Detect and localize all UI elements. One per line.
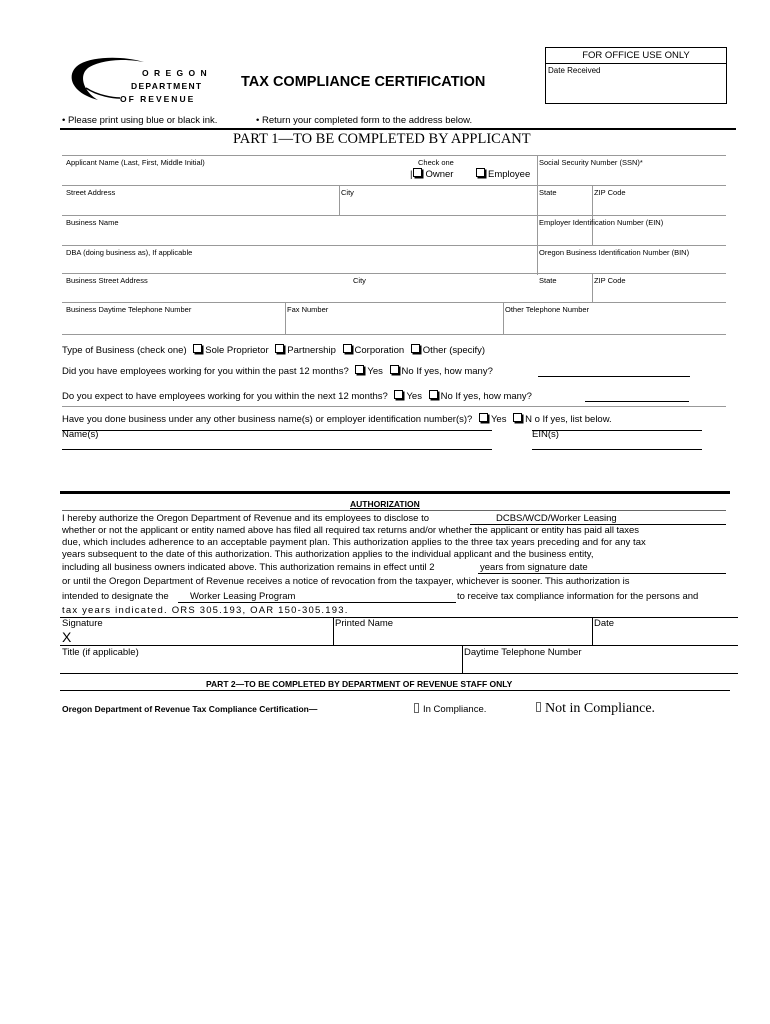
other-checkbox[interactable] xyxy=(411,344,420,353)
part1-heading: PART 1—TO BE COMPLETED BY APPLICANT xyxy=(233,131,531,147)
printed-name-label: Printed Name xyxy=(335,618,394,629)
dba-label: DBA (doing business as), If applicable xyxy=(66,248,193,257)
disclose-to-value: DCBS/WCD/Worker Leasing xyxy=(496,513,617,524)
other-names-no-label: N o If yes, list below. xyxy=(525,414,612,425)
daytime-phone-label: Daytime Telephone Number xyxy=(464,647,582,658)
next-yes-checkbox[interactable] xyxy=(394,390,403,399)
applicant-name-label: Applicant Name (Last, First, Middle Initial) xyxy=(66,158,205,167)
employee-label: Employee xyxy=(488,169,531,180)
logo-line3: OF REVENUE xyxy=(120,94,196,104)
ein-label: Employer Identification Number (EIN) xyxy=(539,218,664,227)
next-yes-label: Yes xyxy=(406,391,422,402)
divider xyxy=(60,128,736,130)
in-compliance-box-icon[interactable] xyxy=(414,703,419,713)
other-names-no-checkbox[interactable] xyxy=(513,413,522,422)
auth-line-6: or until the Oregon Department of Revenue receives a notice of revocation from the taxpayer, whichever is sooner. This authorization is xyxy=(62,576,630,587)
past-employees-row xyxy=(62,365,493,377)
logo-line2: DEPARTMENT xyxy=(131,81,203,91)
other-phone-label: Other Telephone Number xyxy=(505,305,590,314)
past-employees-question: Did you have employees working for you within the past 12 months? xyxy=(62,366,349,377)
divider xyxy=(60,491,730,494)
bin-label: Oregon Business Identification Number (BIN) xyxy=(539,248,690,257)
next-employees-question: Do you expect to have employees working for you within the next 12 months? xyxy=(62,391,388,402)
next-count-field[interactable] xyxy=(585,401,689,402)
date-label: Date xyxy=(594,618,615,629)
divider xyxy=(592,617,593,645)
other-label: Other (specify) xyxy=(422,345,486,356)
grid-line xyxy=(62,215,726,216)
next-no-checkbox[interactable] xyxy=(429,390,438,399)
not-in-compliance-box-icon[interactable] xyxy=(536,702,541,712)
ein-column-label: EIN(s) xyxy=(532,429,559,440)
owner-box[interactable] xyxy=(413,168,422,177)
oregon-dor-logo xyxy=(64,54,214,106)
business-name-label: Business Name xyxy=(66,218,119,227)
grid-line xyxy=(62,334,726,335)
business-phone-label: Business Daytime Telephone Number xyxy=(66,305,192,314)
street-label: Street Address xyxy=(66,188,116,197)
auth-line-5 xyxy=(62,562,434,573)
grid-line xyxy=(503,302,504,334)
corporation-label: Corporation xyxy=(354,345,405,356)
duration-value: years from signature date xyxy=(480,562,588,573)
other-names-yes-checkbox[interactable] xyxy=(479,413,488,422)
auth-line-7 xyxy=(62,591,169,602)
business-street-label: Business Street Address xyxy=(66,276,148,285)
grid-line xyxy=(592,273,593,302)
state-label: State xyxy=(539,188,557,197)
grid-line xyxy=(62,406,726,407)
form-title: TAX COMPLIANCE CERTIFICATION xyxy=(241,74,486,90)
city-label: City xyxy=(341,188,354,197)
logo-line1: O R E G O N xyxy=(142,68,209,78)
employee-checkbox[interactable] xyxy=(472,168,530,180)
instruction-return: • Return your completed form to the address below. xyxy=(256,115,473,126)
designee-field[interactable] xyxy=(178,591,456,603)
in-compliance-label: In Compliance. xyxy=(423,704,487,715)
divider xyxy=(462,645,463,673)
other-names-row xyxy=(62,413,612,425)
signature-label: Signature xyxy=(62,618,103,629)
owner-checkbox[interactable]: | Owner xyxy=(410,169,454,180)
authorization-heading: AUTHORIZATION xyxy=(350,499,420,509)
auth-text-5a: including all business owners indicated above. This authorization remains in effect until 2 xyxy=(62,562,435,573)
disclose-to-field[interactable] xyxy=(470,513,726,525)
business-state-label: State xyxy=(539,276,557,285)
next-employees-row xyxy=(62,390,532,402)
auth-line-4: years subsequent to the date of this authorization. This authorization applies to the individual applicant and the business entity, xyxy=(62,549,594,560)
ssn-label: Social Security Number (SSN)* xyxy=(539,158,643,167)
divider xyxy=(60,645,738,646)
employee-box[interactable] xyxy=(476,168,485,177)
partnership-checkbox[interactable] xyxy=(275,344,284,353)
divider xyxy=(62,510,726,511)
grid-line xyxy=(62,273,726,274)
auth-text-7a: intended to designate the xyxy=(62,591,169,602)
office-use-heading: FOR OFFICE USE ONLY xyxy=(546,48,726,64)
names-line-1[interactable] xyxy=(62,430,492,431)
signature-field[interactable] xyxy=(78,630,332,644)
sole-proprietor-checkbox[interactable] xyxy=(193,344,202,353)
past-no-label: No If yes, how many? xyxy=(401,366,493,377)
date-received-label: Date Received xyxy=(548,66,601,75)
past-no-checkbox[interactable] xyxy=(390,365,399,374)
past-yes-label: Yes xyxy=(367,366,383,377)
zip-label: ZIP Code xyxy=(594,188,626,197)
business-zip-label: ZIP Code xyxy=(594,276,626,285)
duration-field[interactable] xyxy=(478,562,726,574)
business-city-label: City xyxy=(353,276,366,285)
next-no-label: No If yes, how many? xyxy=(440,391,532,402)
divider xyxy=(60,690,730,691)
business-type-row xyxy=(62,344,485,356)
grid-line xyxy=(285,302,286,334)
names-line-2[interactable] xyxy=(62,449,492,450)
fax-label: Fax Number xyxy=(287,305,329,314)
part2-cert-label: Oregon Department of Revenue Tax Compliance Certification— xyxy=(62,704,318,714)
signature-x: X xyxy=(62,629,72,645)
grid-line xyxy=(62,302,726,303)
grid-line xyxy=(62,185,726,186)
ein-line-2[interactable] xyxy=(532,449,702,450)
divider xyxy=(333,617,334,645)
check-one-label: Check one xyxy=(418,158,454,167)
not-in-compliance-option[interactable] xyxy=(536,699,655,717)
other-names-yes-label: Yes xyxy=(490,414,507,425)
auth-text-1a: I hereby authorize the Oregon Department of Revenue and its employees to disclose to xyxy=(62,513,430,524)
part2-heading: PART 2—TO BE COMPLETED BY DEPARTMENT OF REVENUE STAFF ONLY xyxy=(206,679,513,689)
in-compliance-option[interactable] xyxy=(414,703,486,715)
partnership-label: Partnership xyxy=(287,345,336,356)
business-type-label: Type of Business (check one) xyxy=(62,345,187,356)
auth-line-2: whether or not the applicant or entity named above has filed all required tax returns and/or whether the applicant or entity has paid all taxes xyxy=(62,525,639,536)
office-use-box xyxy=(545,47,727,104)
grid-line xyxy=(592,185,593,215)
designee-value: Worker Leasing Program xyxy=(190,591,296,602)
grid-line xyxy=(537,155,538,275)
divider xyxy=(60,673,738,674)
sole-proprietor-label: Sole Proprietor xyxy=(205,345,269,356)
grid-line xyxy=(339,185,340,215)
auth-line-3: due, which includes adherence to an acceptable payment plan. This authorization applies to the three tax years preceding and for any tax xyxy=(62,537,646,548)
names-column-label: Name(s) xyxy=(62,429,99,440)
auth-line-1 xyxy=(62,513,429,524)
owner-label: Owner xyxy=(425,169,454,180)
ein-line-1[interactable] xyxy=(532,430,702,431)
instruction-ink: • Please print using blue or black ink. xyxy=(62,115,218,126)
past-yes-checkbox[interactable] xyxy=(355,365,364,374)
auth-line-8: tax years indicated. ORS 305.193, OAR 150-305.193. xyxy=(62,605,349,616)
corporation-checkbox[interactable] xyxy=(343,344,352,353)
title-label: Title (if applicable) xyxy=(62,647,139,658)
divider xyxy=(60,617,738,618)
grid-line xyxy=(62,245,726,246)
past-count-field[interactable] xyxy=(538,376,690,377)
not-in-compliance-label: Not in Compliance. xyxy=(545,701,656,716)
grid-line xyxy=(62,155,726,156)
auth-text-7c: to receive tax compliance information for the persons and xyxy=(457,591,699,602)
other-names-question: Have you done business under any other business name(s) or employer identification number(s)? xyxy=(62,414,473,425)
